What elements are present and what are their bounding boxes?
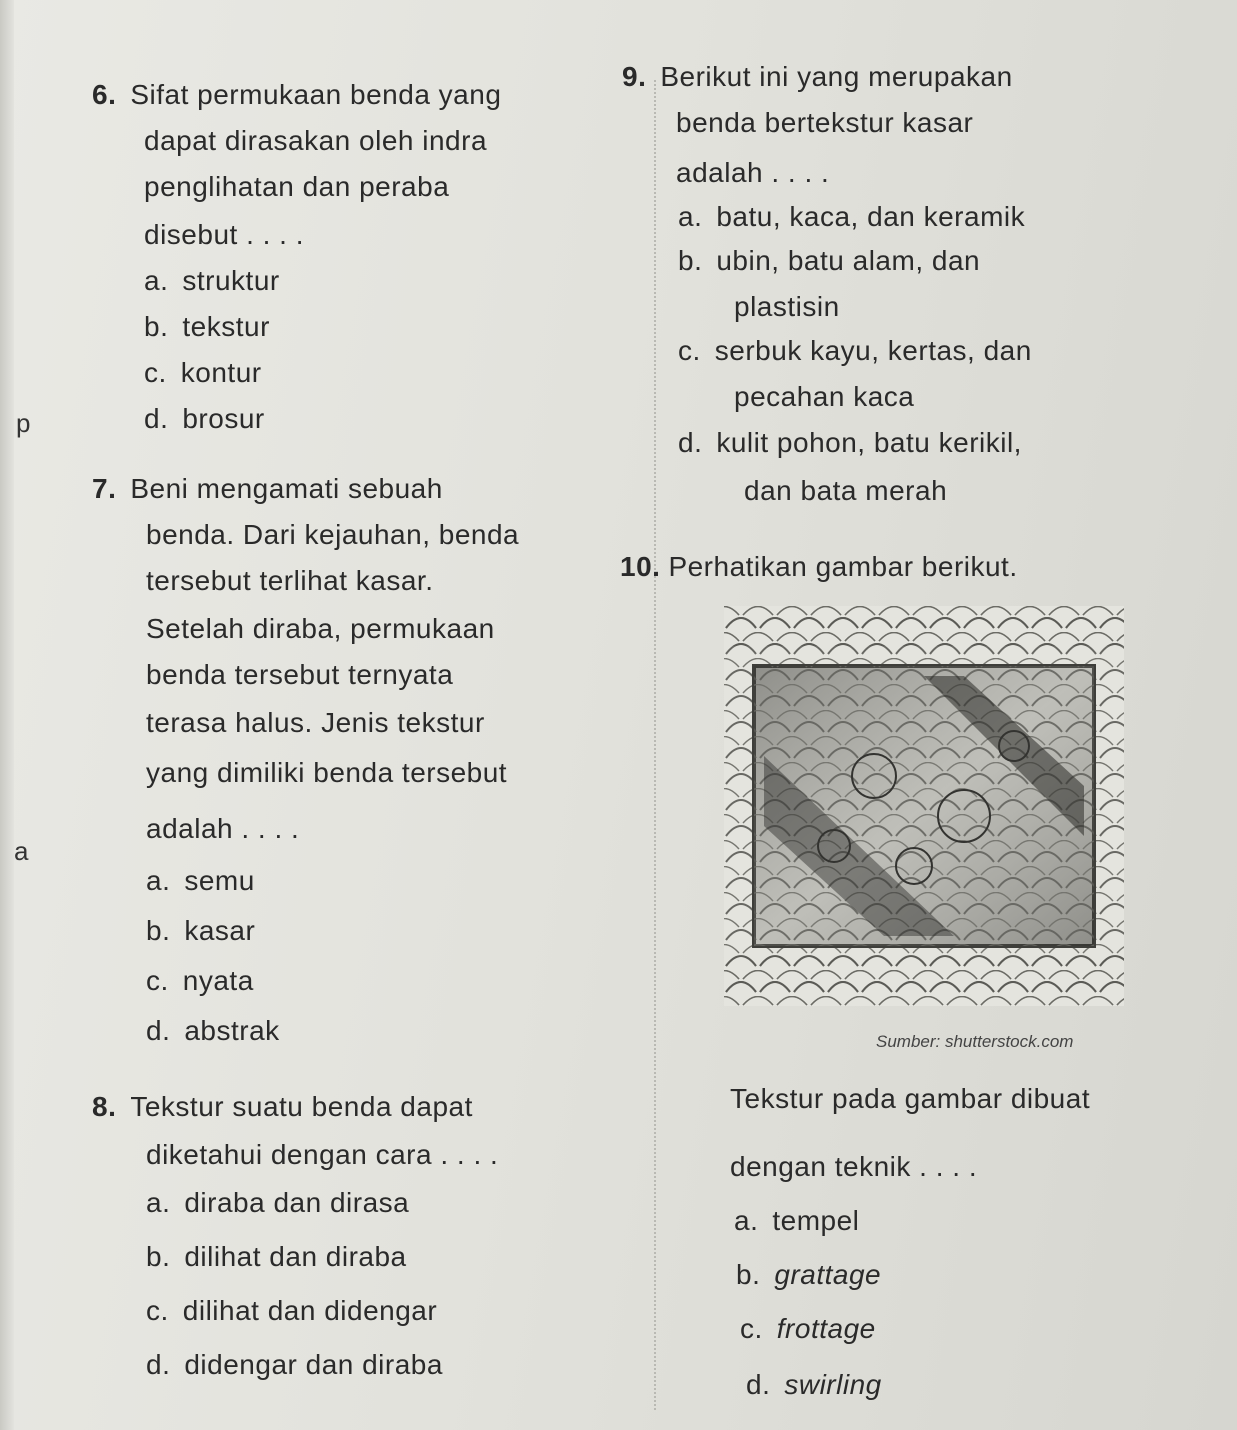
option-text: diraba dan dirasa xyxy=(184,1187,410,1218)
option-text: didengar dan diraba xyxy=(184,1349,443,1380)
option-letter: a. xyxy=(144,265,169,296)
margin-mark: p xyxy=(16,408,31,438)
question-text: benda. Dari kejauhan, benda xyxy=(146,519,520,550)
option-text: frottage xyxy=(776,1313,876,1344)
question-text: Tekstur pada gambar dibuat xyxy=(730,1083,1091,1114)
option-a[interactable] xyxy=(146,864,255,898)
question-text: disebut . . . . xyxy=(144,219,305,250)
option-text: dilihat dan diraba xyxy=(184,1241,407,1272)
question-8-line xyxy=(92,1090,473,1124)
option-a[interactable] xyxy=(146,1186,409,1220)
option-letter: a. xyxy=(146,1187,171,1218)
option-c[interactable] xyxy=(146,1294,437,1328)
option-letter: b. xyxy=(146,915,171,946)
question-text: diketahui dengan cara . . . . xyxy=(146,1139,499,1170)
option-text: ubin, batu alam, dan xyxy=(716,245,981,276)
question-text: adalah . . . . xyxy=(146,813,300,844)
option-text: semu xyxy=(184,865,255,896)
option-text: dilihat dan didengar xyxy=(182,1295,438,1326)
question-text: Sifat permukaan benda yang xyxy=(130,79,502,110)
option-text: batu, kaca, dan keramik xyxy=(716,201,1026,232)
option-b-continued: plastisin xyxy=(734,291,840,322)
question-number: 8. xyxy=(92,1091,117,1122)
option-d[interactable] xyxy=(146,1014,280,1048)
option-b[interactable] xyxy=(678,244,980,278)
option-text: brosur xyxy=(182,403,265,434)
option-letter: b. xyxy=(678,245,703,276)
question-text: benda bertekstur kasar xyxy=(676,107,974,138)
question-text: penglihatan dan peraba xyxy=(144,171,450,202)
margin-mark: a xyxy=(14,836,29,866)
option-a[interactable] xyxy=(678,200,1025,234)
option-text: kontur xyxy=(180,357,262,388)
option-text: grattage xyxy=(774,1259,882,1290)
option-letter: b. xyxy=(144,311,169,342)
option-letter: c. xyxy=(740,1313,763,1344)
question-text: dengan teknik . . . . xyxy=(730,1151,978,1182)
option-text: struktur xyxy=(182,265,280,296)
question-number: 6. xyxy=(92,79,117,110)
frottage-texture-image xyxy=(724,606,1124,1006)
option-text: serbuk kayu, kertas, dan xyxy=(714,335,1032,366)
option-letter: a. xyxy=(678,201,703,232)
option-letter: d. xyxy=(678,427,703,458)
question-text: tersebut terlihat kasar. xyxy=(146,565,434,596)
question-number: 10. xyxy=(620,551,661,582)
option-c[interactable] xyxy=(144,356,262,390)
question-number: 9. xyxy=(622,61,647,92)
image-caption: Sumber: shutterstock.com xyxy=(876,1032,1074,1051)
option-d-continued: dan bata merah xyxy=(744,475,948,506)
option-d[interactable] xyxy=(144,402,265,436)
question-text: Perhatikan gambar berikut. xyxy=(668,551,1018,582)
option-letter: d. xyxy=(146,1349,171,1380)
option-letter: c. xyxy=(146,965,169,996)
option-b[interactable] xyxy=(144,310,270,344)
question-6-line xyxy=(92,78,501,112)
question-text: Berikut ini yang merupakan xyxy=(660,61,1013,92)
question-text: terasa halus. Jenis tekstur xyxy=(146,707,485,738)
question-text: benda tersebut ternyata xyxy=(146,659,454,690)
page-edge xyxy=(0,0,14,1430)
option-c[interactable] xyxy=(678,334,1032,368)
option-text: tempel xyxy=(772,1205,860,1236)
option-letter: a. xyxy=(734,1205,759,1236)
option-c[interactable] xyxy=(740,1312,876,1346)
option-text: kasar xyxy=(184,915,256,946)
option-letter: d. xyxy=(146,1015,171,1046)
question-10-line xyxy=(620,550,1018,584)
question-text: dapat dirasakan oleh indra xyxy=(144,125,488,156)
option-d[interactable] xyxy=(146,1348,443,1382)
option-letter: d. xyxy=(144,403,169,434)
option-a[interactable] xyxy=(734,1204,859,1238)
option-b[interactable] xyxy=(146,1240,407,1274)
question-7-line xyxy=(92,472,443,506)
option-text: abstrak xyxy=(184,1015,280,1046)
question-text: Tekstur suatu benda dapat xyxy=(130,1091,473,1122)
option-text: swirling xyxy=(784,1369,882,1400)
option-text: tekstur xyxy=(182,311,270,342)
option-letter: c. xyxy=(678,335,701,366)
option-letter: d. xyxy=(746,1369,771,1400)
option-text: kulit pohon, batu kerikil, xyxy=(716,427,1022,458)
question-number: 7. xyxy=(92,473,117,504)
question-text: yang dimiliki benda tersebut xyxy=(146,757,508,788)
option-letter: c. xyxy=(146,1295,169,1326)
option-letter: b. xyxy=(146,1241,171,1272)
option-letter: b. xyxy=(736,1259,761,1290)
option-d[interactable] xyxy=(746,1368,882,1402)
question-text: adalah . . . . xyxy=(676,157,830,188)
option-c-continued: pecahan kaca xyxy=(734,381,915,412)
question-text: Setelah diraba, permukaan xyxy=(146,613,495,644)
option-letter: c. xyxy=(144,357,167,388)
option-c[interactable] xyxy=(146,964,254,998)
option-letter: a. xyxy=(146,865,171,896)
column-divider xyxy=(654,80,656,1410)
option-d[interactable] xyxy=(678,426,1022,460)
question-9-line xyxy=(622,60,1013,94)
option-b[interactable] xyxy=(146,914,255,948)
option-b[interactable] xyxy=(736,1258,881,1292)
option-a[interactable] xyxy=(144,264,280,298)
option-text: nyata xyxy=(182,965,254,996)
question-text: Beni mengamati sebuah xyxy=(130,473,443,504)
